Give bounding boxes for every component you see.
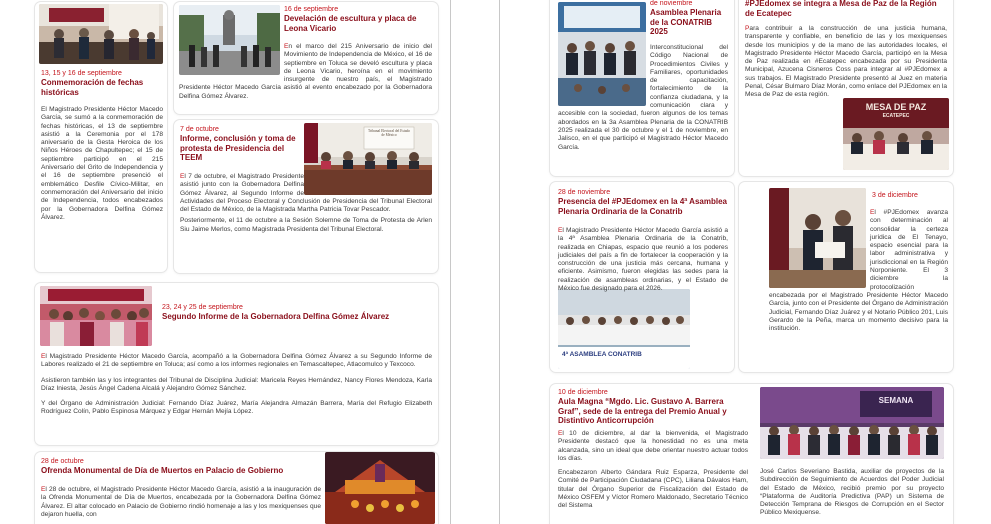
card-title: Aula Magna “Mgdo. Lic. Gustavo A. Barrera Graf”, sede de la entrega del Premio Anual y Distintivo Anticorrupción (558, 397, 727, 425)
photo-asamblea (558, 289, 690, 369)
card-paragraph: José Carlos Severiano Bastida, auxiliar de proyectos de la Subdirección de Seguimiento de Acuerdos del Poder Judicial del Estado de México, recibió premio por su proyecto “Plataforma de Auditoría Predictiva (PAP) un Sistema de Detección Temprana de Riesgos de Corrupción en el Sector Público Mexiquense. (760, 468, 944, 517)
card-text: l Magistrado Presidente Héctor Macedo García asistió a la 4ª Asamblea Plenaria Ordinaria de la Conatrib, realizada en Chiapas, espacio que reunió a los poderes judiciales del país a fin de fortalecer la cooperación y la construcción de una justicia más cercana, humana y eficiente. Asimismo, fueron elegidas las sedes para la realización de asambleas ordinarias, y el Estado de México fue designado para el 2026. (558, 227, 728, 293)
card-paragraph: El 28 de octubre, el Magistrado Presidente Héctor Macedo García, asistió a la inauguración de la Ofrenda Monumental de Día de Muertos, encabezada por la Gobernadora Delfina Gómez Álvarez. El altar colocado en Palacio de Gobierno rindió homenaje a las y los mexiquenses que dejaron huella, con (41, 486, 321, 518)
card-date: 7 de octubre (180, 126, 219, 133)
float-spacer (769, 209, 870, 289)
card-date: 10 de diciembre (558, 389, 608, 396)
card-body (41, 353, 432, 420)
card-body (769, 209, 948, 336)
photo-ceremonia (39, 4, 163, 64)
photo-informe (40, 286, 152, 346)
card-paragraph: El Magistrado Presidente Héctor Macedo García asistió a la 4ª Asamblea Plenaria Ordinaria de la Conatrib, realizada en Chiapas, espacio que reunió a los poderes judiciales del país a fin de fortalecer la cooperación y la construcción de una justicia más cercana, humana y eficiente. Asimismo, fueron elegidas las sedes para la realización de asambleas ordinarias, y el Estado de México fue designado para el 2026. (558, 227, 728, 293)
card-text: ara contribuir a la construcción de una justicia humana, transparente y confiable, en beneficio de las y los mexiquenses desde los municipios y de la mano de las autoridades locales, el Magistrado Presidente Héctor Macedo García, participó en la Mesa de Paz realizada en #Ecatepec encabezada por su Presidenta Municipal, Azucena Cisneros Coss para integrar al #PJEdomex a sus trabajos. El Magistrado Presidente presentó al Juez en materia Penal, César Bulmaro Díaz Morán, como enlace del PJEdomex en la Mesa de Paz de esta región. (745, 25, 947, 99)
card-paragraph: El Magistrado Presidente Héctor Macedo García, acompañó a la Gobernadora Delfina Gómez Álvarez a su Segundo Informe de Labores realizado el 21 de septiembre en Toluca; así como a los informes regionales en Temascaltepec, Atlacomulco y Texcoco. (41, 353, 432, 369)
card-paragraph: El 10 de diciembre, al dar la bienvenida, el Magistrado Presidente destacó que la honestidad no es una meta alcanzada, sino un ideal que debe orientar nuestro actuar todos los días. (558, 430, 748, 462)
card-body (558, 227, 728, 296)
card-leona-vicario (174, 2, 438, 114)
card-date: 16 de septiembre (284, 6, 339, 13)
card-text: l 28 de octubre, el Magistrado Presidente Héctor Macedo García, asistió a la inauguración de la Ofrenda Monumental de Día de Muertos, encabezada por la Gobernadora Delfina Gómez Álvarez. El altar colocado en Palacio de Gobierno rindió homenaje a las y los mexiquenses que dejaron huella, con (41, 486, 321, 518)
float-spacer (304, 173, 432, 197)
card-conatrib-4 (550, 182, 734, 372)
card-paragraph: Encabezaron Alberto Gándara Ruiz Esparza, Presidente del Comité de Participación Ciudadana (CPC), Liliana Dávalos Ham, titular del Órgano Superior de Fiscalización del Estado de México OSFEM y Víctor Romero Maldonado, Secretario Técnico del Sistema (558, 469, 748, 510)
card-title: #PJEdomex se integra a Mesa de Paz de la Región de Ecatepec (745, 0, 937, 18)
card-body (745, 25, 947, 103)
left-page (28, 0, 451, 524)
card-paragraph: El 7 de octubre, el Magistrado Presidente asistió junto con la Gobernadora Delfina Gómez Álvarez, al Segundo Informe de Actividades del Proceso Electoral y Conclusión de Presidencia del Tribunal Electoral del Estado de México, de la Magistrada Martha Patricia Tovar Pescador. (180, 173, 432, 214)
card-paragraph: Posteriormente, el 11 de octubre a la Sesión Solemne de Toma de Protesta de Arlen Siu Jaime Merlos, como Magistrada Presidenta del Tribunal Electoral. (180, 217, 432, 233)
right-page (499, 0, 971, 524)
card-text: l #PJEdomex avanza con determinación al consolidar la certeza jurídica de El Tenayo, espacio esencial para la labor administrativa y jurisdiccional en la Región Norponiente. El 3 diciembre la protocolización encabezada por el Magistrado Presidente Héctor Macedo García, junto con el Presidente del Órgano de Administración Judicial, Fernando Díaz Juárez y el Notario Público 201, Luis Gerardo de la Peña, marca un momento decisivo para la institución. (769, 209, 948, 333)
card-title: Develación de escultura y placa de Leona Vicario (284, 14, 417, 33)
semana-sign: SEMANA (878, 396, 914, 405)
card-date: 28 de noviembre (558, 189, 611, 196)
card-date: 28 de octubre (41, 458, 84, 465)
card-paragraph: Asistieron también las y los integrantes del Tribunal de Disciplina Judicial: Maricela Reyes Hernández, Nancy Flores Mendoza, Karla Díaz Iniesta, Jesús Ángel Cadena Alcalá y Alejandro Gómez Sánchez. (41, 376, 432, 392)
card-body-flow (179, 43, 432, 104)
card-body (760, 468, 944, 521)
card-text: l 10 de diciembre, al dar la bienvenida, el Magistrado Presidente destacó que la honestidad no es una meta alcanzada, sino un ideal que debe orientar nuestro actuar todos los días. (558, 430, 748, 462)
float-spacer (558, 44, 650, 106)
card-body (41, 106, 163, 222)
asamblea-banner: 4ª ASAMBLEA CONATRIB (562, 351, 642, 358)
mesa-paz-sign: MESA DE PAZ (865, 102, 927, 112)
card-aula-magna (550, 384, 953, 524)
card-paragraph: El Magistrado Presidente Héctor Macedo García, se sumó a la conmemoración de fechas históricas, el 13 de septiembre asistió a la Ceremonia por el 178 aniversario de la Gesta Heroica de los Niños Héroes de Chapultepec; el 15 de septiembre participó en el 215 Aniversario del Grito de Independencia y el 16 de septiembre presenció el emblemático Desfile Cívico-Militar, en conmemoración del Aniversario del inicio de Independencia, todos encabezados por la Gobernadora Delfina Gómez Álvarez. (41, 106, 163, 221)
card-ofrenda (35, 452, 438, 524)
card-paragraph: En el marco del 215 Aniversario de inicio del Movimiento de Independencia de México, el 16 de septiembre en Toluca se develó escultura y placa de Leona Vicario, heroína en el movimiento insurgente de nuestro país, el Magistrado Presidente Héctor Macedo García asistió al evento encabezado por la Gobernadora Delfina Gómez Álvarez. (179, 43, 432, 100)
card-text: l Magistrado Presidente Héctor Macedo García, acompañó a la Gobernadora Delfina Gómez Álvarez a su Segundo Informe de Labores realizado el 21 de septiembre en Toluca; así como a los informes regionales en Temascaltepec, Atlacomulco y Texcoco. (41, 353, 432, 369)
card-paragraph: Para contribuir a la construcción de una justicia humana, transparente y confiable, en beneficio de las y los mexiquenses desde los municipios y de la mano de las autoridades locales, el Magistrado Presidente Héctor Macedo García, participó en la Mesa de Paz realizada en #Ecatepec encabezada por su Presidenta Municipal, Azucena Cisneros Coss para integrar al #PJEdomex a sus trabajos. El Magistrado Presidente presentó al Juez en materia Penal, César Bulmaro Díaz Morán, como enlace del PJEdomex en la Mesa de Paz de esta región. (745, 25, 947, 99)
photo-mesa-paz (843, 98, 949, 170)
card-mesa-paz (739, 0, 953, 176)
card-conatrib-2025 (550, 0, 734, 176)
card-el-tenayo (739, 182, 953, 372)
card-paragraph: El #PJEdomex avanza con determinación al consolidar la certeza jurídica de El Tenayo, espacio esencial para la labor administrativa y jurisdiccional en la Región Norponiente. El 3 diciembre la protocolización encabezada por el Magistrado Presidente Héctor Macedo García, junto con el Presidente del Órgano de Administración Judicial, Fernando Díaz Juárez y el Notario Público 201, Luis Gerardo de la Peña, marca un momento decisivo para la institución. (769, 209, 948, 333)
card-body (558, 430, 748, 514)
card-body (558, 44, 728, 155)
card-title: Asamblea Plenaria de la CONATRIB 2025 (650, 8, 722, 36)
card-segundo-informe (35, 283, 438, 445)
photo-ofrenda (325, 452, 435, 524)
card-date: de noviembre (650, 0, 693, 7)
card-body (180, 173, 432, 237)
teem-sign: Tribunal Electoral del Estado de México (367, 129, 411, 138)
card-body (41, 486, 321, 522)
card-text: l 7 de octubre, el Magistrado Presidente asistió junto con la Gobernadora Delfina Gómez Álvarez, al Segundo Informe de Actividades del Proceso Electoral y Conclusión de Presidencia del Tribunal Electoral del Estado de México, de la Magistrada Martha Patricia Tovar Pescador. (180, 173, 432, 214)
card-fechas-historicas (35, 2, 167, 272)
card-title: Ofrenda Monumental de Día de Muertos en Palacio de Gobierno (41, 466, 284, 475)
card-date: 3 de diciembre (872, 192, 918, 199)
card-date: 13, 15 y 16 de septiembre (41, 70, 122, 77)
card-title: Conmemoración de fechas históricas (41, 78, 144, 97)
card-title: Informe, conclusión y toma de protesta de Presidencia del TEEM (180, 134, 296, 162)
mesa-paz-sign-sub: ECATEPEC (882, 113, 910, 119)
card-title: Presencia del #PJEdomex en la 4ª Asamblea Plenaria Ordinaria de la Conatrib (558, 197, 727, 216)
card-teem (174, 120, 438, 273)
photo-semana (760, 387, 944, 459)
card-paragraph: Y del Órgano de Administración Judicial: Fernando Díaz Juárez, María Alejandra Almazán Barrera, María del Refugio Elizabeth Rodríguez Colín, Pablo Espinosa Márquez y Edgar Hernán Mejía López. (41, 400, 432, 416)
float-spacer (179, 43, 284, 77)
card-text: n el marco del 215 Aniversario de inicio del Movimiento de Independencia de México, el 16 de septiembre en Toluca se develó escultura y placa de Leona Vicario, heroína en el movimiento insurgente de nuestro país, el Magistrado Presidente Héctor Macedo García asistió al evento encabezado por la Gobernadora Delfina Gómez Álvarez. (179, 43, 432, 100)
card-paragraph: Interconstitucional del Código Nacional de Procedimientos Civiles y Familiares, oportunidades de capacitación, fortalecimiento de la confianza ciudadana, y la comunicación clara y accesible con la sociedad, fueron algunos de los temas abordados en la 3a Asamblea Plenaria de la CONATRIB 2025 realizada el 30 de octubre y el 1 de noviembre, en Jalisco, en el que participó el Magistrado Héctor Macedo García. (558, 44, 728, 151)
card-title: Segundo Informe de la Gobernadora Delfina Gómez Álvarez (162, 312, 390, 321)
card-date: 23, 24 y 25 de septiembre (162, 304, 243, 311)
